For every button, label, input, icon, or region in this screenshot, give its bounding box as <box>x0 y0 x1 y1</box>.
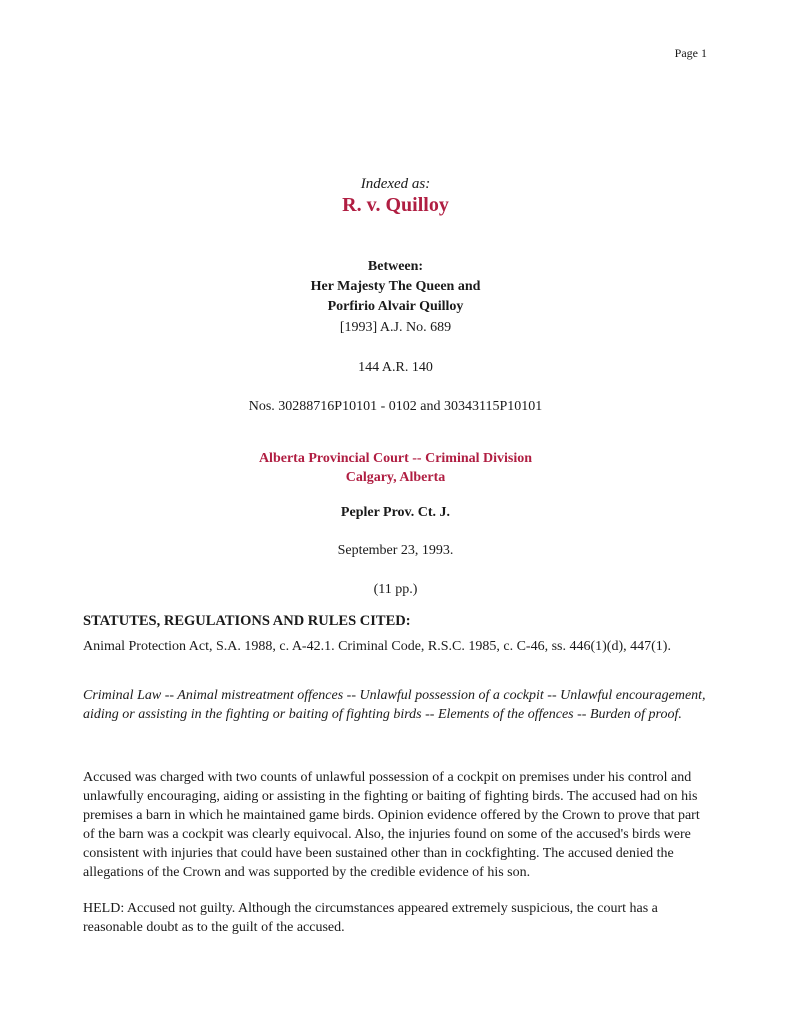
page-number: Page 1 <box>674 46 707 60</box>
judgment-date: September 23, 1993. <box>337 543 454 558</box>
held-paragraph: HELD: Accused not guilty. Although the circumstances appeared extremely suspicious, the court has a reasonable doubt as to the guilt of the accused. <box>83 901 658 935</box>
citation-ar: 144 A.R. 140 <box>358 360 433 375</box>
citation-aj: [1993] A.J. No. 689 <box>339 320 452 335</box>
party-crown: Her Majesty The Queen and <box>310 279 481 294</box>
parties-block <box>0 257 791 317</box>
indexed-as-label: Indexed as: <box>360 176 431 192</box>
file-numbers: Nos. 30288716P10101 - 0102 and 30343115P10101 <box>248 399 543 414</box>
party-accused: Porfirio Alvair Quilloy <box>327 299 464 314</box>
between-label: Between: <box>367 259 424 274</box>
case-title: R. v. Quilloy <box>342 194 449 216</box>
statutes-text: Animal Protection Act, S.A. 1988, c. A-42.1. Criminal Code, R.S.C. 1985, c. C-46, ss. 446(1)(d), 447(1). <box>83 639 671 654</box>
judge-name: Pepler Prov. Ct. J. <box>340 505 451 520</box>
court-block <box>0 449 791 487</box>
court-name: Alberta Provincial Court -- Criminal Division <box>258 451 533 466</box>
statutes-heading: STATUTES, REGULATIONS AND RULES CITED: <box>83 613 411 629</box>
court-location: Calgary, Alberta <box>345 470 446 485</box>
catchwords: Criminal Law -- Animal mistreatment offences -- Unlawful possession of a cockpit -- Unlawful encouragement, aiding or assisting in the fighting or baiting of fighting birds -- Elements of the offences -- Burden of proof. <box>83 688 706 722</box>
case-summary: Accused was charged with two counts of unlawful possession of a cockpit on premises under his control and unlawfully encouraging, aiding or assisting in the fighting or baiting of fighting birds. The accused had on his premises a barn in which he maintained game birds. Opinion evidence offered by the Crown to prove that part of the barn was a cockpit was clearly equivocal. Also, the injuries found on some of the accused's birds were consistent with injuries that could have been sustained other than in cockfighting. The accused denied the allegations of the Crown and was supported by the credible evidence of his son. <box>83 770 700 880</box>
page-count: (11 pp.) <box>373 582 418 597</box>
